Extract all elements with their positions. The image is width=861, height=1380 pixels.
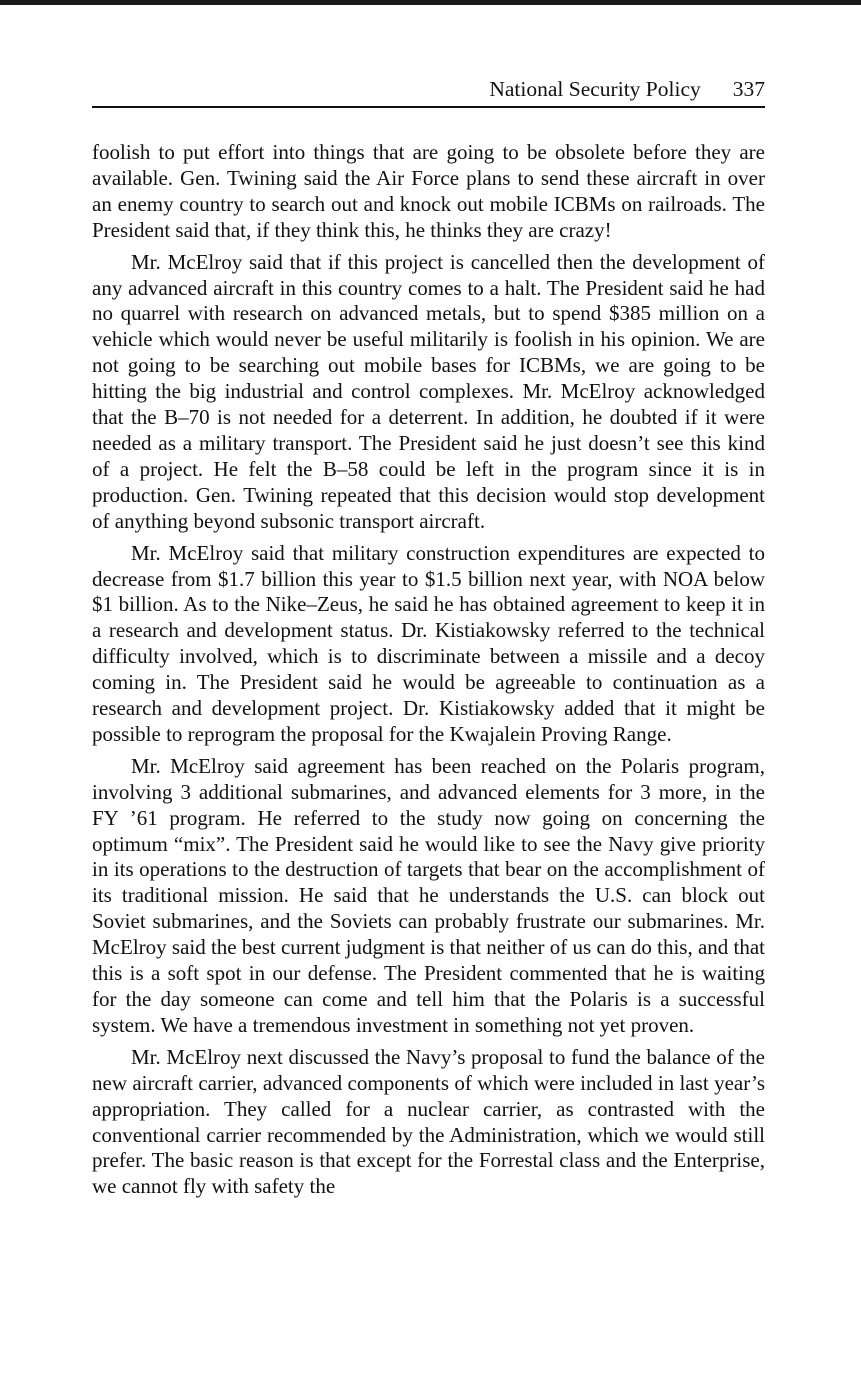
paragraph-b70: Mr. McElroy said that if this project is cancelled then the development of any advanced aircraft in this country comes to a halt. The President said he had no quarrel with research on advanced metals, but to spend $385 million on a vehicle which would never be useful militarily is foolish in his opinion. We are not going to be searching out mobile bases for ICBMs, we are going to be hitting the big industrial and control complexes. Mr. McElroy acknowledged that the B–70 is not needed for a deterrent. In addition, he doubted if it were needed as a military transport. The President said he just doesn’t see this kind of a project. He felt the B–58 could be left in the program since it is in production. Gen. Twining repeated that this decision would stop development of anything beyond subsonic transport aircraft. <box>92 249 765 533</box>
page-number: 337 <box>732 77 765 101</box>
scan-top-edge <box>0 0 861 5</box>
running-header <box>92 74 765 108</box>
paragraph-military-construction: Mr. McElroy said that military construction expenditures are expected to decrease from $1.7 billion this year to $1.5 billion next year, with NOA below $1 billion. As to the Nike–Zeus, he said he has obtained agreement to keep it in a research and development status. Dr. Kistiakowsky referred to the technical difficulty involved, which is to discriminate between a missile and a decoy coming in. The President said he would be agreeable to continuation as a research and development project. Dr. Kistiakowsky added that it might be possible to reprogram the proposal for the Kwajalein Proving Range. <box>92 540 765 746</box>
paragraph-aircraft-carrier: Mr. McElroy next discussed the Navy’s proposal to fund the balance of the new aircraft carrier, advanced components of which were included in last year’s appropriation. They called for a nuclear carrier, as contrasted with the conventional carrier recommended by the Administration, which we would still prefer. The basic reason is that except for the Forrestal class and the Enterprise, we cannot fly with safety the <box>92 1044 765 1199</box>
body-text <box>92 140 765 1206</box>
paragraph-polaris: Mr. McElroy said agreement has been reached on the Polaris program, involving 3 additional submarines, and advanced elements for 3 more, in the FY ’61 program. He referred to the study now going on concerning the optimum “mix”. The President said he would like to see the Navy give priority in its operations to the destruction of targets that bear on the accomplishment of its traditional mission. He said that he understands the U.S. can block out Soviet submarines, and the Soviets can probably frustrate our submarines. Mr. McElroy said the best current judgment is that neither of us can do this, and that this is a soft spot in our defense. The President commented that he is waiting for the day someone can come and tell him that the Polaris is a successful system. We have a tremendous investment in something not yet proven. <box>92 753 766 1037</box>
paragraph-continued: foolish to put effort into things that are going to be obsolete before they are available. Gen. Twining said the Air Force plans to send these aircraft in over an enemy country to search out and knock out mobile ICBMs on railroads. The President said that, if they think this, he thinks they are crazy! <box>92 140 765 242</box>
running-title: National Security Policy <box>489 77 701 101</box>
